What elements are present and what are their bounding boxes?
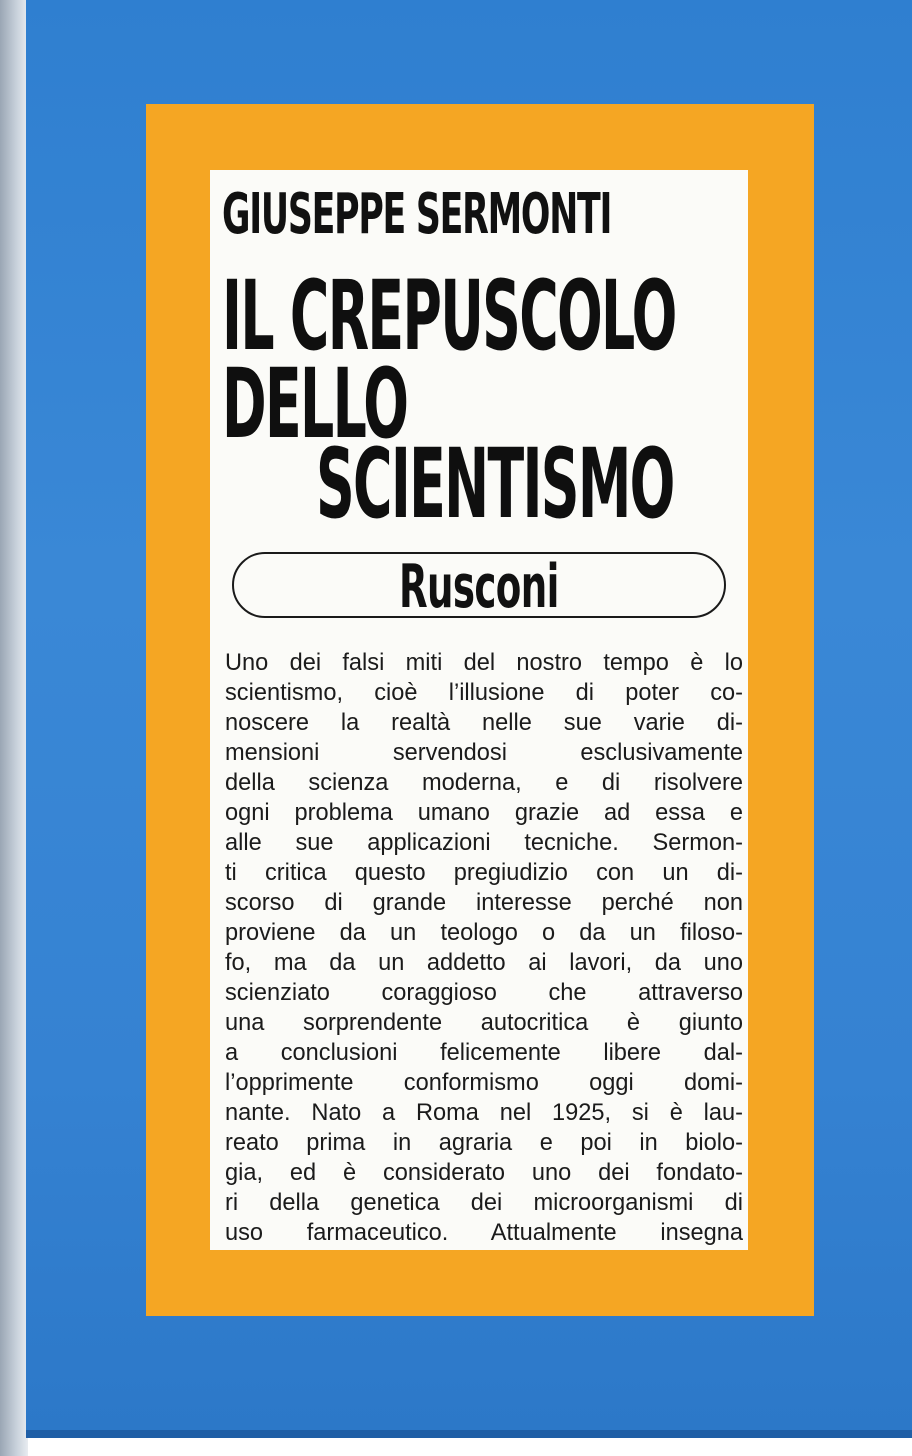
blurb-line: mensioni servendosi esclusivamente bbox=[225, 740, 743, 766]
blurb-line: reato prima in agraria e poi in biolo- bbox=[225, 1130, 743, 1156]
title-line-2: DELLO bbox=[222, 348, 408, 460]
publisher-name-box bbox=[232, 552, 726, 622]
blurb-line: scienziato coraggioso che attraverso bbox=[225, 980, 743, 1006]
blurb-line: ogni problema umano grazie ad essa e bbox=[225, 800, 743, 826]
cover-bottom-edge bbox=[26, 1430, 912, 1438]
title-line-3: SCIENTISMO bbox=[316, 428, 674, 540]
blurb-line: scientismo, cioè l’illusione di poter co- bbox=[225, 680, 743, 706]
blurb-text bbox=[225, 648, 743, 1248]
blurb-line: proviene da un teologo o da un filoso- bbox=[225, 920, 743, 946]
blurb-line: gia, ed è considerato uno dei fondato- bbox=[225, 1160, 743, 1186]
blurb-line: ti critica questo pregiudizio con un di- bbox=[225, 860, 743, 886]
blurb-line: alle sue applicazioni tecniche. Sermon- bbox=[225, 830, 743, 856]
publisher-name: Rusconi bbox=[399, 552, 559, 622]
blurb-line: Uno dei falsi miti del nostro tempo è lo bbox=[225, 650, 743, 676]
blurb-line: l’opprimente conformismo oggi domi- bbox=[225, 1070, 743, 1096]
title-line-1: IL CREPUSCOLO bbox=[222, 260, 676, 372]
blurb-line: uso farmaceutico. Attualmente insegna bbox=[225, 1220, 743, 1246]
blurb-line: ri della genetica dei microorganismi di bbox=[225, 1190, 743, 1216]
blurb-line: scorso di grande interesse perché non bbox=[225, 890, 743, 916]
blurb-line: a conclusioni felicemente libere dal- bbox=[225, 1040, 743, 1066]
blurb-line: nante. Nato a Roma nel 1925, si è lau- bbox=[225, 1100, 743, 1126]
blurb-line: fo, ma da un addetto ai lavori, da uno bbox=[225, 950, 743, 976]
blurb-line: della scienza moderna, e di risolvere bbox=[225, 770, 743, 796]
book-spine-shadow bbox=[0, 0, 28, 1456]
author-name: GIUSEPPE SERMONTI bbox=[222, 182, 612, 247]
blurb-line: una sorprendente autocritica è giunto bbox=[225, 1010, 743, 1036]
blurb-line: noscere la realtà nelle sue varie di- bbox=[225, 710, 743, 736]
